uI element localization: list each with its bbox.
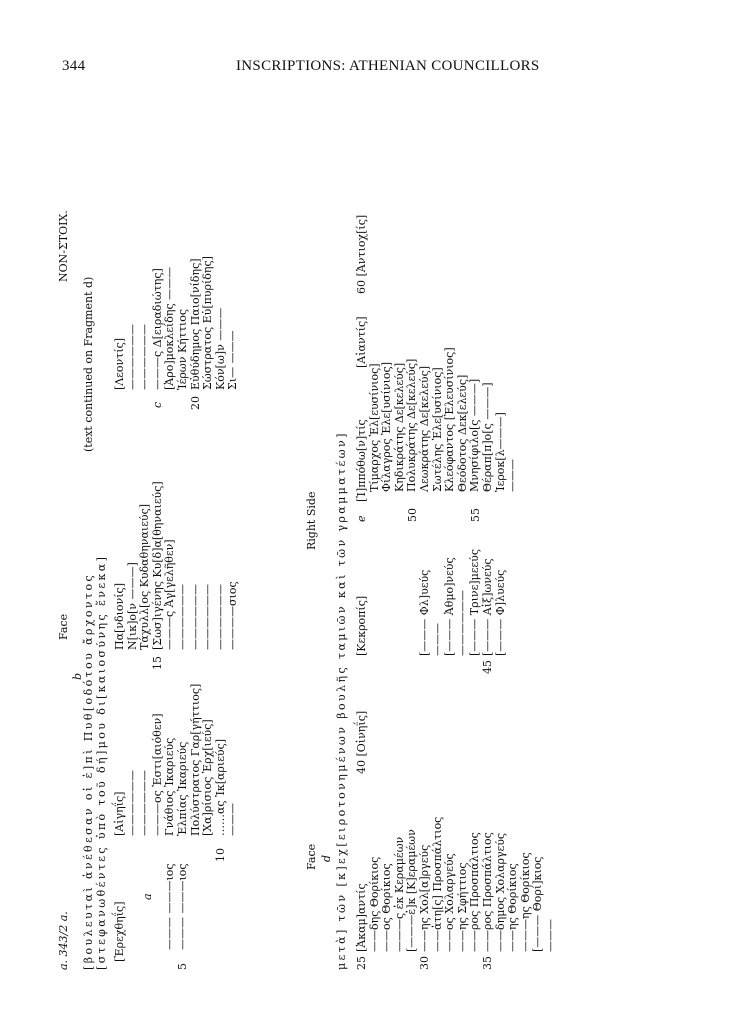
list-item: [——— Αἰξ]ωνεύς — [480, 558, 494, 656]
column-title: [Κεκροπίς] — [355, 595, 368, 656]
line-number: 5 — [176, 963, 189, 970]
list-item: —————— — [125, 770, 139, 836]
list-item: ——ρος Προσπάλτιος — [480, 832, 494, 952]
nonstoix-label: NON-ΣTOIX. — [57, 210, 70, 282]
list-item: ———ς Ἀγ[γελῆθεν] — [163, 539, 177, 650]
list-item — [394, 549, 407, 656]
list-item: —————— — [138, 770, 152, 836]
list-item: Γνάθιος Ἰκαριεύς — [163, 737, 177, 836]
list-item: ———ς Δ[ειραδιώτης] — [150, 268, 164, 390]
column-title: [Αἰαντίς] — [355, 316, 368, 368]
column-title: [Αἰγηΐς] — [113, 791, 126, 836]
face-label-top: Face — [57, 613, 70, 640]
list-item: ——— — [506, 459, 520, 492]
column-title: Πα[νδιονίς] — [113, 582, 126, 650]
list-item: [——— Ἀθμο]νεύς — [443, 557, 457, 656]
list-item: ——— — [430, 623, 444, 656]
dedication-bottom: μετὰ] τῶν [κ]εχ[ειροτονημένων βουλῆς ταμιῶν καὶ τῶν γραμματέων] — [335, 431, 348, 970]
column-antiochis — [356, 215, 369, 294]
continued-note: (text continued on Fragment d) — [82, 276, 95, 452]
face-label-bottom: Face — [305, 843, 318, 870]
page-number: 344 — [62, 58, 86, 74]
rotated-inscription-body — [58, 190, 670, 970]
list-item: ——— — [226, 803, 240, 836]
column-title: 60 [Ἀντιοχ[ίς] — [355, 214, 368, 294]
list-item: —————— — [138, 324, 152, 390]
line-number: 10 — [214, 848, 227, 862]
list-item: —————— — [188, 584, 202, 650]
list-item: —————— — [125, 324, 139, 390]
line-number: 25 — [355, 956, 368, 970]
list-item: Τίμαρχος Ἐλ[ευσίνιος] — [367, 363, 381, 492]
list-item: —————— — [201, 584, 215, 650]
list-item — [139, 863, 152, 962]
column-aiantis — [356, 316, 369, 368]
list-item: Μνησίφιλο[ς ———] — [468, 378, 482, 492]
list-item: Σωτέλης Ἐλε[υσίνιος] — [430, 367, 444, 492]
list-item: Σώστρατος Εὐ[πυρίδης] — [201, 256, 215, 390]
list-item: ————σιος — [226, 581, 240, 650]
list-item: Φίλαγρος Ἐλε[υσίνιος] — [380, 362, 394, 492]
line-number: 50 — [406, 508, 419, 522]
list-item: —————— — [455, 590, 469, 656]
line-number: 35 — [481, 956, 494, 970]
line-number: 15 — [151, 656, 164, 670]
fragment-c-letter: c — [151, 401, 164, 408]
list-item: ———ος Ἐστι[αιόθεν] — [150, 713, 164, 836]
list-item: ——— — [543, 919, 557, 952]
list-item: Λεωκράτης Δε[κελεύς] — [417, 365, 431, 492]
list-item: Σι— ——— — [226, 330, 240, 390]
list-item: Θεόδοτος Δεκ[ελεύς] — [455, 374, 469, 492]
line-number: 30 — [418, 956, 431, 970]
line-number: 55 — [469, 508, 482, 522]
list-item: Κόν[ω]ν ——— — [213, 307, 227, 390]
list-item: [———ἐ]κ [Κ]εραμέων — [405, 829, 419, 952]
column-title: [Ἐρεχθηΐς] — [113, 901, 126, 962]
list-item: ——δης Θορίκιος — [367, 856, 381, 952]
list-item: Ἱέρων Κήττιος — [175, 308, 189, 390]
inscription-id: a. 343/2 a. — [57, 911, 70, 970]
list-item: Κηδικράτης Δε[κελεύς] — [392, 362, 406, 492]
column-title: [Λεοντίς] — [113, 337, 126, 390]
right-side-label: Right Side — [305, 491, 318, 550]
column-kekropis — [356, 549, 507, 656]
list-item: ……ας Ἰκ[αριεύς] — [213, 738, 227, 836]
column-pandionis — [114, 481, 240, 650]
running-title: INSCRIPTIONS: ATHENIAN COUNCILLORS — [236, 58, 540, 74]
list-item: ——δημος Χολαργεύς — [493, 832, 507, 952]
list-item: [——— Φ]λυεύς — [493, 569, 507, 656]
list-item: Κλεόφαντος [Ἐλευσίνιος] — [443, 347, 457, 492]
list-item: [Χα]ρίσιος Ἐρχ[ιεύς] — [201, 719, 215, 836]
list-item: ——ρος Προσπάλτιος — [468, 832, 482, 952]
list-item: Ἐλπίας Ἰκαριεύς — [175, 741, 189, 836]
list-item: —————— — [175, 584, 189, 650]
list-item: [——— Θορί]κιος — [531, 856, 545, 952]
list-item: [——— Φλ]υεύς — [417, 569, 431, 656]
fragment-a-letter: a — [141, 893, 154, 900]
list-item: ———ης Θορίκιος — [518, 852, 532, 952]
list-item: [Ἀρο]μοκλείδης ——— — [163, 266, 177, 390]
list-item: ——ος Χολαργεύς — [443, 853, 457, 952]
column-erechtheis — [114, 863, 190, 962]
column-leontis — [114, 256, 240, 390]
list-item: Πολυκράτης Δε[κελεύς] — [405, 358, 419, 492]
list-item: ——ης Θορίκιος — [506, 863, 520, 952]
list-item: ——— ———ιος — [163, 863, 177, 950]
column-title: 40 [Οἰνηΐς] — [355, 710, 368, 774]
column-title: [Ἱ]ππόθω[ν]τίς — [355, 419, 368, 502]
list-item — [369, 549, 382, 656]
column-aigeis — [114, 684, 240, 836]
list-item: ——ἀτη[ς] Προσπάλτιος — [430, 816, 444, 952]
list-item: Ἱεροκ[λ———] — [493, 412, 507, 492]
list-item: ——ος Θορίκιος — [380, 863, 394, 952]
list-item: —————— — [213, 584, 227, 650]
dedication-line-2: [στεφανωθέντες ὑπὸ τοῦ δή]μου δι[καιοσύνης ἕνεκα] — [95, 554, 108, 970]
dedication-line-1: [βουλευταὶ ἀνέθεσαν οἱ ἐ]πὶ Πυθ[οδότου ἄρχοντος — [82, 572, 95, 970]
line-number: 45 — [481, 660, 494, 674]
column-hippothontis — [356, 347, 520, 502]
fragment-e-letter: e — [355, 515, 368, 522]
list-item: [——— Τρινε]μεεύς — [468, 549, 482, 656]
list-item — [381, 549, 394, 656]
list-item: Εὐθύδημος Παιο[νίδης] — [188, 258, 202, 390]
column-oineis — [356, 711, 369, 774]
fragment-b-letter: b — [71, 672, 84, 680]
fragment-d-letter: d — [320, 854, 333, 862]
list-item: Ν[ικ]ο[ν ———] — [125, 562, 139, 650]
list-item: ——ης Χολ[α]ργεύς — [417, 844, 431, 952]
list-item: Θέραπ[π]ο[ς ———] — [480, 382, 494, 492]
list-item — [127, 863, 140, 962]
column-title: [Ἀκαμ]αντίς — [355, 883, 368, 952]
list-item: [Σωσ]ιγένης Κυ[δ]α[θηναιεύς] — [150, 481, 164, 650]
list-item: Πολύστρατος Γαρ[γήττιος] — [188, 683, 202, 836]
list-item: ——ης Σφήττιος — [455, 862, 469, 952]
list-item: Τάχυλλ[ος Κυδαθηναιεύς] — [138, 503, 152, 650]
list-item: ———ς ἐκ Κεραμέων — [392, 836, 406, 952]
line-number: 20 — [189, 396, 202, 410]
column-akamantis — [356, 817, 558, 952]
list-item: ——— ———ιος — [175, 863, 189, 950]
